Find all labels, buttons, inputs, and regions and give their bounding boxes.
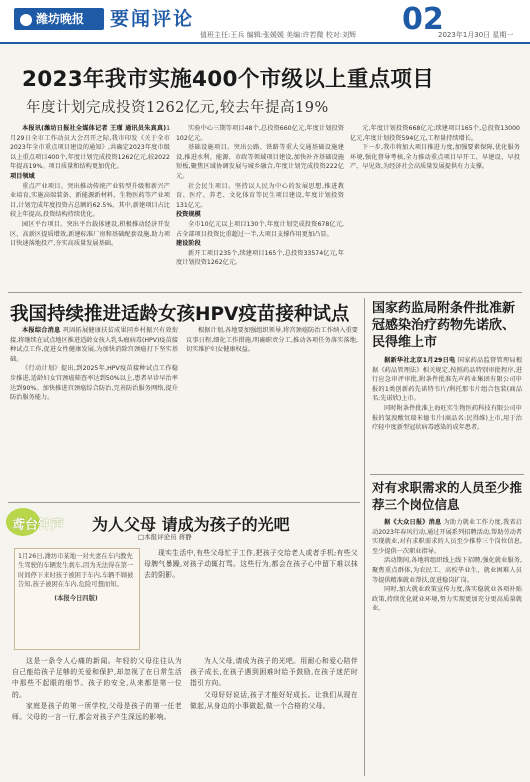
- section-divider: [8, 292, 522, 293]
- article2-paragraph: 根据计划,各地要加强组织领导,将宫颈癌防治工作纳入重要议事日程,细化工作措施,明确职责分工,推动各项任务落实落地,切实维护妇女健康权益。: [186, 327, 358, 354]
- article1-paragraph: 园区平台项目。突出平台载体建设,积极推动经济开发区、高新区提质增效,新建标准厂房和基础配套设施,助力项目快速落地投产,夯实高质量发展基础。: [10, 220, 170, 248]
- article2-column-1: [10, 326, 178, 496]
- article1-byline: 本报讯(潍坊日报社全媒体记者 王瑾 通讯员朱真真): [22, 125, 167, 132]
- column-divider: [364, 298, 365, 776]
- article5-summary: 1月26日,潍坊市某地一对夫妻在车内教先生驾驶的车辆发生刹车,因为无法得在第一时间停下来时孩子被困于车内,车辆不顾被告知,孩子被困在车内,危险可想而知。: [18, 553, 134, 589]
- column-banner-name: 鸢台钟声: [12, 518, 65, 533]
- article3-paragraph: 国家药品监督管理局根据《药品管理法》相关规定,按照药品特别审批程序,进行应急审评审批,附条件批准先声药业集团有限公司申报的1类创新药先诺特韦片/利托那韦片组合包装(商品名:先诺欣)上市。: [372, 357, 522, 403]
- section-title: 要闻评论: [110, 8, 195, 30]
- article5-paragraph: 父母好好说话,孩子才能好好成长。让我们从现在做起,从身边的小事做起,做一个合格的父母。: [190, 690, 358, 710]
- article1-paragraph: 新开工项目235个,续建项目165个,总投资33574亿元,年度计划投资1262亿元。: [176, 249, 344, 267]
- article5-column-top: [144, 548, 358, 648]
- article1-paragraph: 实验中心三期等项目48个,总投资660亿元,年度计划投资102亿元。: [176, 125, 344, 142]
- article1-subheadline: 年度计划完成投资1262亿元,较去年提高19%: [26, 100, 329, 116]
- article5-paragraph: 现实生活中,有些父母忙于工作,把孩子交给老人或者手机;有些父母脾气暴躁,对孩子动辄打骂。这些行为,都会在孩子心中留下难以抹去的阴影。: [144, 549, 358, 580]
- article5-paragraph: 这是一条令人心痛的新闻。年轻的父母往往认为自己能给孩子足够的关爱和保护,却忽视了在日常生活中那些不起眼的细节。孩子的安全,从来都是第一位的。: [12, 657, 182, 699]
- article1-subhead: 建设阶段: [176, 240, 201, 248]
- article2-paragraph: 《行动计划》提出,到2025年,HPV疫苗接种试点工作稳步推进,适龄妇女宫颈癌筛查率达到50%以上,患者早诊早治率达到90%。加快推进宫颈癌综合防治,完善防治服务网络,提升防治服务能力。: [10, 365, 178, 402]
- article4-body: [372, 518, 522, 776]
- header-rule: [0, 42, 530, 44]
- section-divider: [8, 502, 360, 503]
- article1-column-2: [176, 124, 344, 286]
- logo-text: 潍坊晚报: [36, 12, 85, 26]
- article2-paragraph: 巩固拓展健康扶贫成果同乡村振兴有效衔接,将继续在试点地区推进适龄女孩人乳头瘤病毒(HPV)疫苗接种试点工作,促进女性健康发展,为加快消除宫颈癌打下坚实基础。: [10, 327, 178, 363]
- article5-paragraph: 家庭是孩子的第一所学校,父母是孩子的第一任老师。父母的一言一行,都会对孩子产生深远的影响。: [12, 701, 182, 722]
- article1-headline: 2023年我市实施400个市级以上重点项目: [22, 67, 435, 92]
- section-divider: [370, 474, 524, 475]
- article4-headline: 对有求职需求的人员至少推荐三个岗位信息: [372, 480, 523, 512]
- editor-credits: 值班主任:王兵 编辑:张媛媛 美编:许若微 校对:刘辉: [200, 31, 357, 39]
- article3-byline: 据新华社北京1月29日电: [384, 357, 456, 364]
- logo-icon: [20, 14, 32, 26]
- article3-body: [372, 356, 522, 470]
- article1-paragraph: 全市10亿元以上项目130个,年度计划完成投资678亿元,占全部项目投资比重超过一半,大项目支撑作用更加凸显。: [176, 220, 344, 238]
- article5-column-1: [12, 656, 182, 776]
- article1-paragraph: 重点产业项目。突出推动传统产业转型升级和新兴产业培育,实施高端装备、新能源新材料、生物医药等产业项目,计划完成年度投资占总额的62.5%。其中,新建项目占比较上年提高,投资结构持续优化。: [10, 182, 170, 219]
- article2-headline: 我国持续推进适龄女孩HPV疫苗接种试点: [10, 304, 350, 325]
- article4-paragraph: 同时,加大就业政策宣传力度,落实稳就业各项补贴政策,持续优化就业环境,努力实现更加充分更高质量就业。: [372, 586, 522, 613]
- article1-paragraph: 基础设施项目。突出公路、铁路等重大交通基础设施建设,推进水利、能源、市政等领域项目建设,加快补齐基础设施短板,聚焦区域协调发展与城乡融合,年度计划完成投资222亿元。: [176, 144, 344, 180]
- article3-paragraph: 同时附条件批准上海旺实生物医药科技有限公司申报的氢溴酸氘瑞米德韦片(商品名:民得维)上市,用于治疗轻中度新型冠状病毒感染的成年患者。: [372, 404, 522, 432]
- article5-headline: 为人父母 请成为孩子的光吧: [92, 515, 290, 534]
- article1-paragraph: 社会民生项目。坚持以人民为中心的发展思想,推进教育、医疗、养老、文化体育等民生项目建设,年度计划投资131亿元。: [176, 182, 344, 209]
- article5-summary-note: (本报今日四版): [54, 594, 98, 602]
- article2-column-2: [186, 326, 358, 496]
- article1-paragraph: 元,年度计划投资668亿元;续建项目165个,总投资13000亿元,年度计划投资594亿元,工程量持续增长。: [350, 125, 520, 142]
- article4-byline: 据《大众日报》消息: [384, 519, 442, 526]
- article1-subhead: 项目领域: [10, 172, 35, 180]
- newspaper-logo: [14, 8, 104, 30]
- article5-column-2: [190, 656, 358, 776]
- article5-paragraph: 为人父母,请成为孩子的光吧。用耐心和爱心陪伴孩子成长,在孩子遇到困难时给予鼓励,在孩子迷茫时指引方向。: [190, 657, 358, 688]
- article4-paragraph: 活动期间,各地将组织线上线下招聘,强化就业服务,聚焦重点群体,为农民工、高校毕业生、就业困难人员等提供精准就业帮扶,促进稳岗扩岗。: [372, 557, 522, 584]
- article1-column-1: [10, 124, 170, 286]
- article3-headline: 国家药监局附条件批准新冠感染治疗药物先诺欣、民得维上市: [372, 301, 516, 350]
- article4-paragraph: 为助力就业工作力度,我省启动2023年春风行动,通过开展系列招聘活动,帮助劳动者实现就业,对有求职需求的人员至少推荐三个岗位信息,至少提供一次职业指导。: [372, 519, 522, 555]
- page-number: 02: [402, 2, 444, 37]
- article1-lead: 1月29日全市工作动员大会召开之际,我市印发《关于全市2023年全市重点项目建设的通知》,共确定2023年度市级以上重点项目400个,年度计划完成投资1262亿元,较2022年提高19%。项目质量和结构更加优化。: [10, 125, 170, 171]
- article5-author: □本报评论员 蒋静: [138, 533, 192, 541]
- article2-byline: 本报综合消息: [22, 327, 61, 334]
- issue-date: 2023年1月30日 星期一: [438, 31, 514, 39]
- article1-paragraph: 下一步,我市将加大项目推进力度,加强要素保障,优化服务环境,强化督导考核,全力推动重点项目早开工、早建设、早投产、早见效,为经济社会高质量发展提供有力支撑。: [350, 144, 520, 171]
- article5-summary-text: [18, 552, 134, 603]
- article1-subhead: 投资规模: [176, 211, 201, 219]
- article1-column-3: [350, 124, 520, 286]
